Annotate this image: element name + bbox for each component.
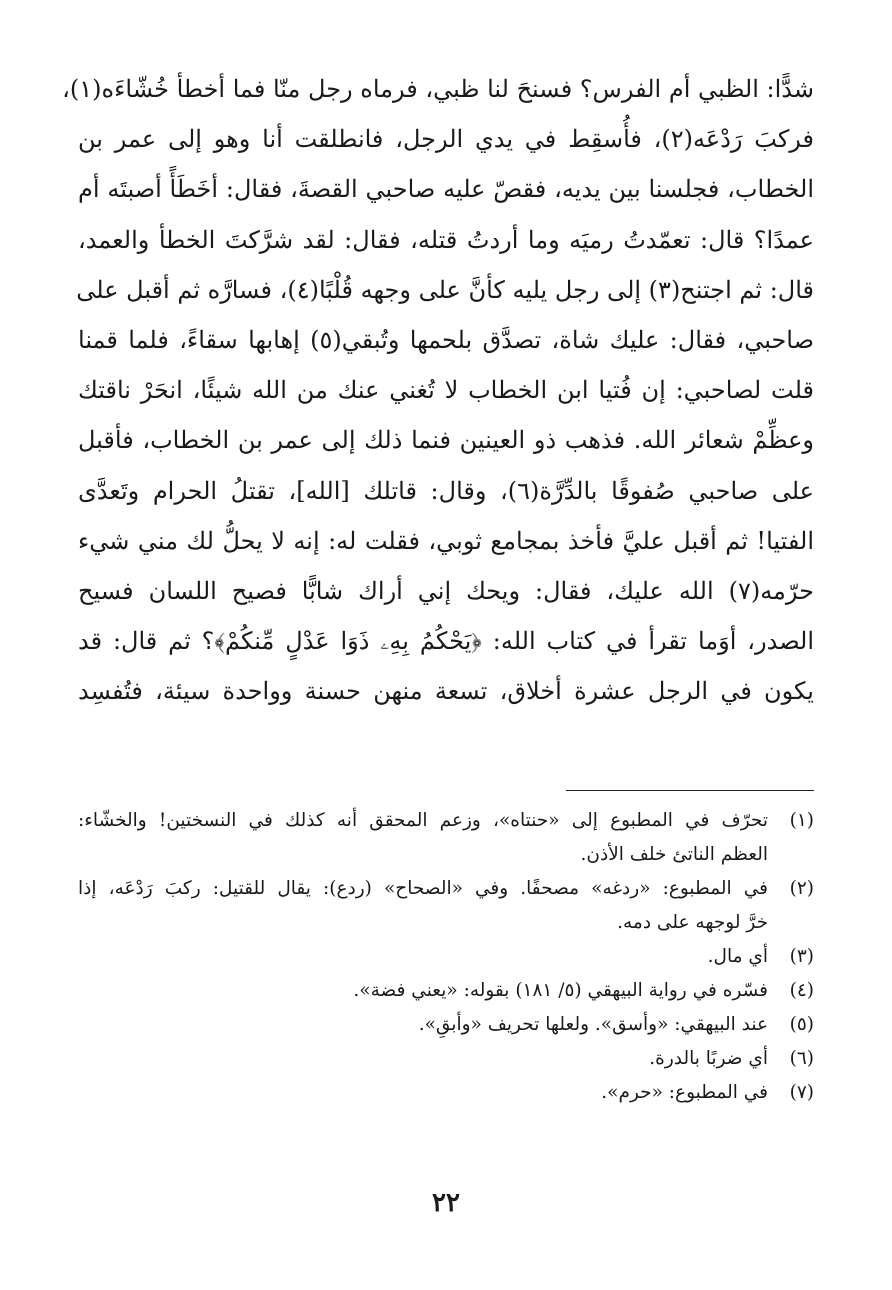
footnote-text [78,804,768,872]
footnote-number: (٢) [789,878,814,899]
footnote-line: العظم الناتئ خلف الأذن. [580,844,768,865]
text-line: قال: ثم اجتنح(٣) إلى رجل يليه كأنَّ على وجهه قُلْبًا(٤)، فسارَّه ثم أقبل على [76,275,814,304]
footnote-number: (٦) [789,1048,814,1069]
text-line: على صاحبي صُفوقًا بالدِّرَّة(٦)، وقال: قاتلك [الله]، تقتلُ الحرام وتَعدَّى [78,476,814,505]
footnote-text [78,1042,768,1076]
footnote-line: عند البيهقي: «وأسق». ولعلها تحريف «وأبقِ». [418,1014,768,1035]
footnote-number: (٣) [789,946,814,967]
text-line: صاحبي، فقال: عليك شاة، تصدَّق بلحمها وتُبقي(٥) إهابها سقاءً، فلما قمنا [78,325,814,354]
document-page [62,64,814,1244]
footnote-line: في المطبوع: «حرم». [601,1082,768,1103]
text-line: يكون في الرجل عشرة أخلاق، تسعة منهن حسنة وواحدة سيئة، فتُفسِد [78,677,814,706]
footnote-text [78,1076,768,1110]
footnote-number: (١) [789,810,814,831]
footnote-line: خرَّ لوجهه على دمه. [617,912,768,933]
footnote-item [78,872,814,940]
footnote-number: (٥) [789,1014,814,1035]
footnote-text [78,974,768,1008]
footnote-number: (٧) [789,1082,814,1103]
footnote-line: فسّره في رواية البيهقي (٥/ ١٨١) بقوله: «يعني فضة». [353,980,768,1001]
footnote-item [78,1042,814,1076]
text-line: شدًّا: الظبي أم الفرس؟ فسنحَ لنا ظبي، فرماه رجل منّا فما أخطأ خُشّاءَه(١)، [62,75,814,103]
text-line: عمدًا؟ قال: تعمّدتُ رميَه وما أردتُ قتله، فقال: لقد شرَّكتَ الخطأ والعمد، [78,225,814,254]
footnote-item [78,1008,814,1042]
text-line: قلت لصاحبي: إن فُتيا ابن الخطاب لا تُغني عنك من الله شيئًا، انحَرْ ناقتك [78,376,814,405]
text-line: حرّمه(٧) الله عليك، فقال: ويحك إني أراك شابًّا فصيح اللسان فسيح [78,576,814,605]
text-line: الصدر، أوَما تقرأ في كتاب الله: ﴿يَحْكُمُ بِهِۦ ذَوَا عَدْلٍ مِّنكُمْ﴾؟ ثم قال: قد [78,627,814,656]
footnote-number: (٤) [789,980,814,1001]
text-line: فركبَ رَدْعَه(٢)، فأُسقِط في يدي الرجل، فانطلقت أنا وهو إلى عمر بن [78,125,814,154]
text-line: الفتيا! ثم أقبل عليَّ فأخذ بمجامع ثوبي، فقلت له: إنه لا يحلُّ لك مني شيء [78,526,814,555]
text-line: وعظِّمْ شعائر الله. فذهب ذو العينين فنما ذلك إلى عمر بن الخطاب، فأقبل [78,426,814,455]
footnote-line: تحرّف في المطبوع إلى «حنتاه»، وزعم المحقق أنه كذلك في النسختين! والخشّاء: [78,810,768,831]
footnote-line: في المطبوع: «ردغه» مصحفًا. وفي «الصحاح» (ردع): يقال للقتيل: ركبَ رَدْعَه، إذا [78,878,768,899]
footnote-item [78,804,814,872]
footnote-item [78,1076,814,1110]
footnote-item [78,974,814,1008]
main-text [62,64,814,716]
footnote-item [78,940,814,974]
footnote-line: أي مال. [707,946,768,967]
footnote-text [78,940,768,974]
footnote-text [78,1008,768,1042]
footnote-divider [566,790,814,791]
footnote-text [78,872,768,940]
footnotes-list [78,804,814,1110]
text-line: الخطاب، فجلسنا بين يديه، فقصّ عليه صاحبي القصةَ، فقال: أخَطَأً أصبتَه أم [78,175,814,204]
footnote-line: أي ضربًا بالدرة. [649,1048,768,1069]
page-number: ٢٢ [432,1188,460,1218]
